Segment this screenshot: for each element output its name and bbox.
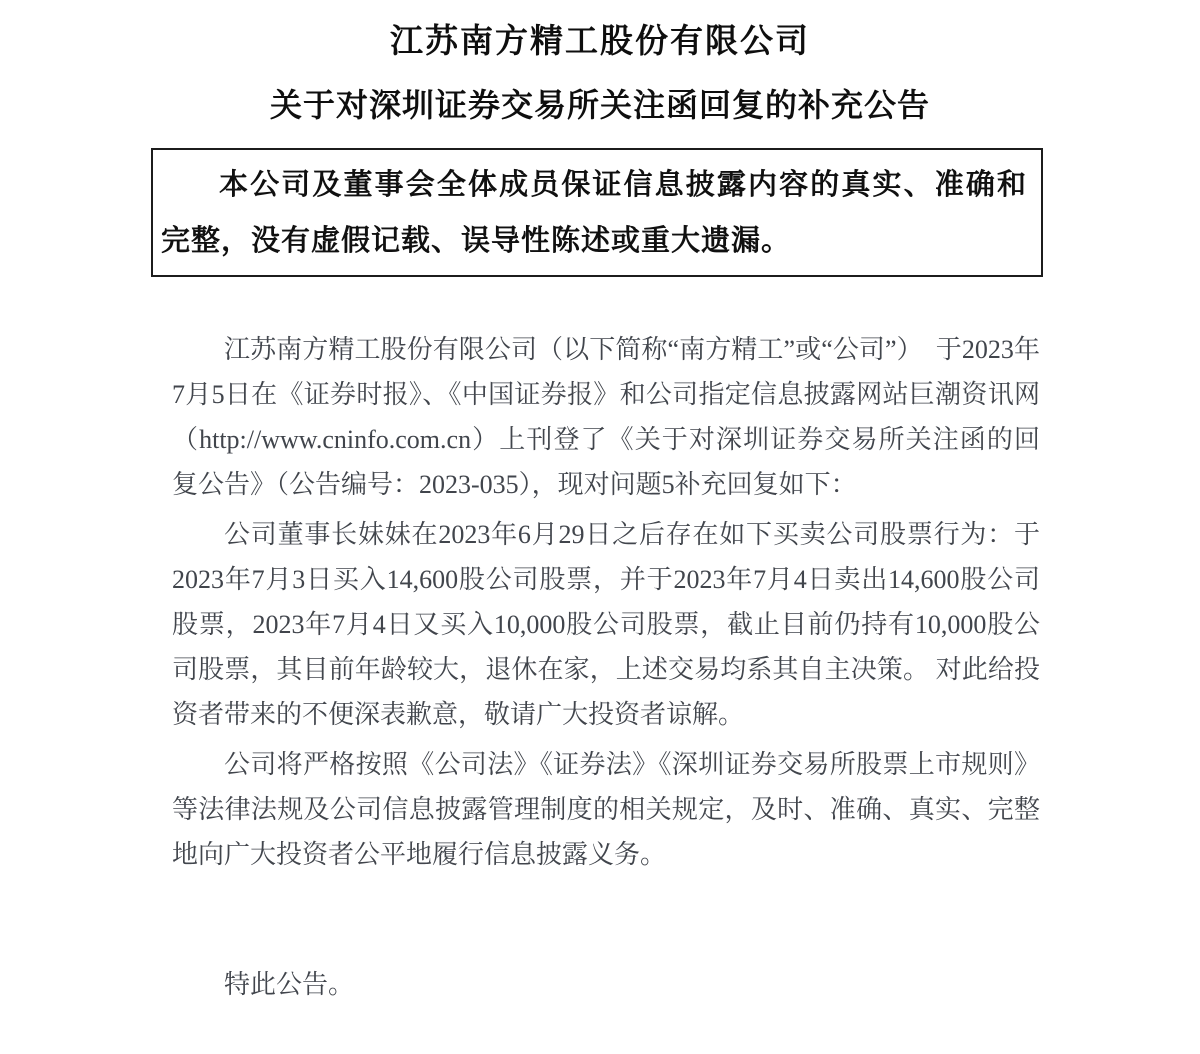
body-paragraph: 江苏南方精工股份有限公司（以下简称“南方精工”或“公司”） 于2023年7月5日在《证券时报》、《中国证券报》和公司指定信息披露网站巨潮资讯网（http://www.cninfo.com.cn）上刊登了《关于对深圳证券交易所关注函的回复公告》（公告编号：2023-035），现对问题5补充回复如下： — [172, 335, 1040, 499]
closing-statement: 特此公告。 — [224, 970, 355, 999]
body-paragraph: 公司将严格按照《公司法》《证券法》《深圳证券交易所股票上市规则》等法律法规及公司信息披露管理制度的相关规定，及时、准确、真实、完整地向广大投资者公平地履行信息披露义务。 — [172, 750, 1040, 869]
disclaimer-box: 本公司及董事会全体成员保证信息披露内容的真实、准确和完整，没有虚假记载、误导性陈述或重大遗漏。 — [151, 148, 1043, 277]
document-body — [172, 327, 1040, 877]
document-title-company: 江苏南方精工股份有限公司 — [390, 22, 810, 59]
body-paragraph: 公司董事长妹妹在2023年6月29日之后存在如下买卖公司股票行为：于2023年7月3日买入14,600股公司股票，并于2023年7月4日卖出14,600股公司股票，2023年7月4日又买入10,000股公司股票，截止目前仍持有10,000股公司股票，其目前年龄较大，退休在家，上述交易均系其自主决策。 对此给投资者带来的不便深表歉意，敬请广大投资者谅解。 — [172, 520, 1040, 729]
document-title-subject: 关于对深圳证券交易所关注函回复的补充公告 — [269, 87, 930, 123]
